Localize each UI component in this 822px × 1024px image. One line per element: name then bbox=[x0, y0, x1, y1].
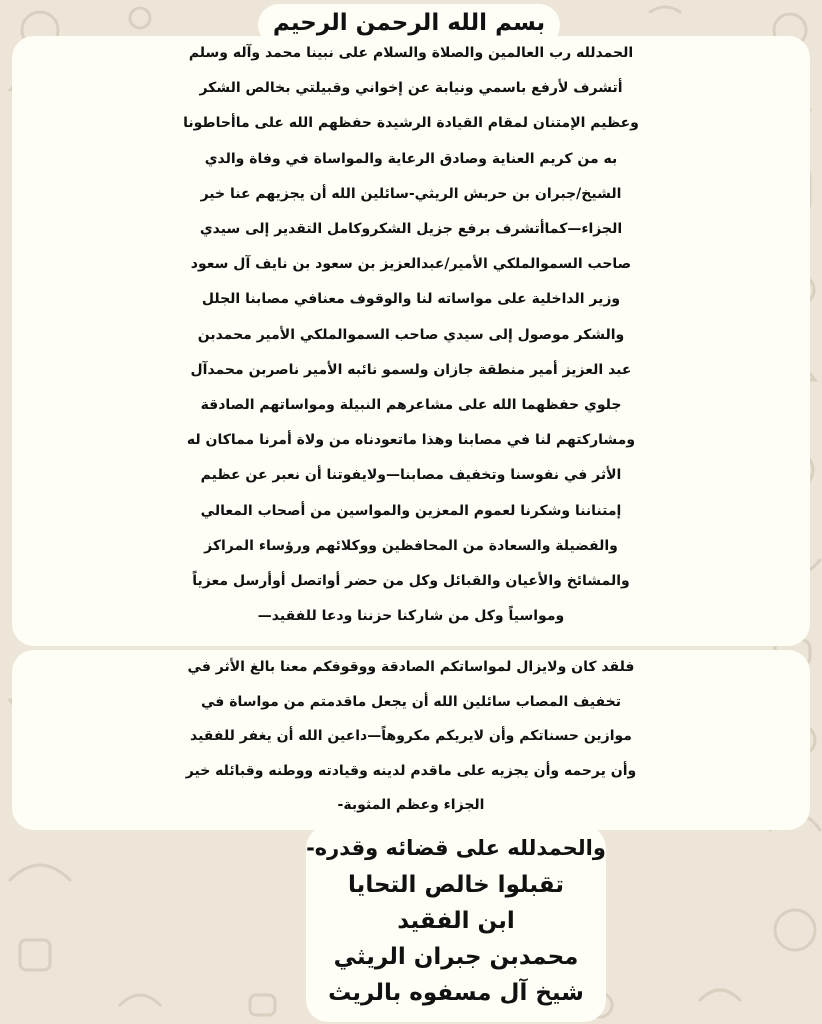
body-line: إمتناننا وشكرنا لعموم المعزين والمواسين من أصحاب المعالي bbox=[200, 502, 622, 519]
body-line: ومواسياً وكل من شاركنا حزننا ودعا للفقيد— bbox=[257, 608, 565, 625]
closing-line: تقبلوا خالص التحايا bbox=[348, 872, 564, 898]
body-line: موازين حسناتكم وأن لايريكم مكروهاً—داعين الله أن يغفر للفقيد bbox=[190, 728, 632, 744]
body-line: ومشاركتهم لنا في مصابنا وهذا ماتعودناه من ولاة أمرنا مماكان له bbox=[186, 432, 636, 449]
body-line: تخفيف المصاب سائلين الله أن يجعل ماقدمتم من مواساة في bbox=[201, 693, 621, 710]
closing-line: شيخ آل مسفوه بالريث bbox=[328, 980, 584, 1006]
body-line: الجزاء—كماأتشرف برفع جزيل الشكروكامل التقدير إلى سيدي bbox=[199, 221, 623, 237]
body-line: الشيخ/جبران بن حربش الريثي-سائلين الله أن يجزيهم عنا خير bbox=[200, 185, 622, 202]
body-line: الحمدلله رب العالمين والصلاة والسلام على نبينا محمد وآله وسلم bbox=[188, 45, 634, 61]
body-line: والمشائخ والأعيان والقبائل وكل من حضر أواتصل أوأرسل معزياً bbox=[192, 573, 630, 589]
body-line: والفضيلة والسعادة من المحافظين ووكلائهم ورؤساء المراكز bbox=[204, 537, 618, 554]
body-line: به من كريم العناية وصادق الرعاية والمواساة في وفاة والدي bbox=[204, 150, 618, 167]
body-line: وأن يرحمه وأن يجزيه على ماقدم لدينه وقيادته ووطنه وقبائله خير bbox=[185, 762, 637, 779]
body-line: وعظيم الإمتنان لمقام القيادة الرشيدة حفظهم الله على ماأحاطونا bbox=[183, 115, 639, 132]
closing-line: والحمدلله على قضائه وقدره- bbox=[306, 836, 606, 860]
body-line: والشكر موصول إلى سيدي صاحب السموالملكي الأمير محمدبن bbox=[197, 326, 625, 343]
body-line: وزير الداخلية على مواساته لنا والوقوف معنافي مصابنا الجلل bbox=[201, 291, 621, 308]
closing-line: محمدبن جبران الريثي bbox=[333, 944, 579, 970]
basmala-text: بسم الله الرحمن الرحيم bbox=[272, 10, 546, 36]
body-line: جلوي حفظهما الله على مشاعرهم النبيلة ومواساتهم الصادقة bbox=[200, 397, 622, 413]
body-line: الأثر في نفوسنا وتخفيف مصابنا—ولايفوتنا أن نعبر عن عظيم bbox=[200, 467, 622, 484]
body-line: الجزاء وعظم المثوبة- bbox=[337, 797, 485, 813]
body-line: صاحب السموالملكي الأمير/عبدالعزيز بن سعود بن نايف آل سعود bbox=[190, 256, 632, 273]
body-line: عبد العزيز أمير منطقة جازان ولسمو نائبه الأمير ناصربن محمدآل bbox=[190, 361, 632, 378]
closing-line: ابن الفقيد bbox=[397, 908, 515, 934]
body-line: فلقد كان ولايزال لمواساتكم الصادقة ووقوفكم معنا بالغ الأثر في bbox=[187, 659, 635, 675]
document-text bbox=[12, 0, 810, 1024]
body-line: أتشرف لأرفع باسمي ونيابة عن إخواني وقبيلتي بخالص الشكر bbox=[199, 80, 623, 97]
